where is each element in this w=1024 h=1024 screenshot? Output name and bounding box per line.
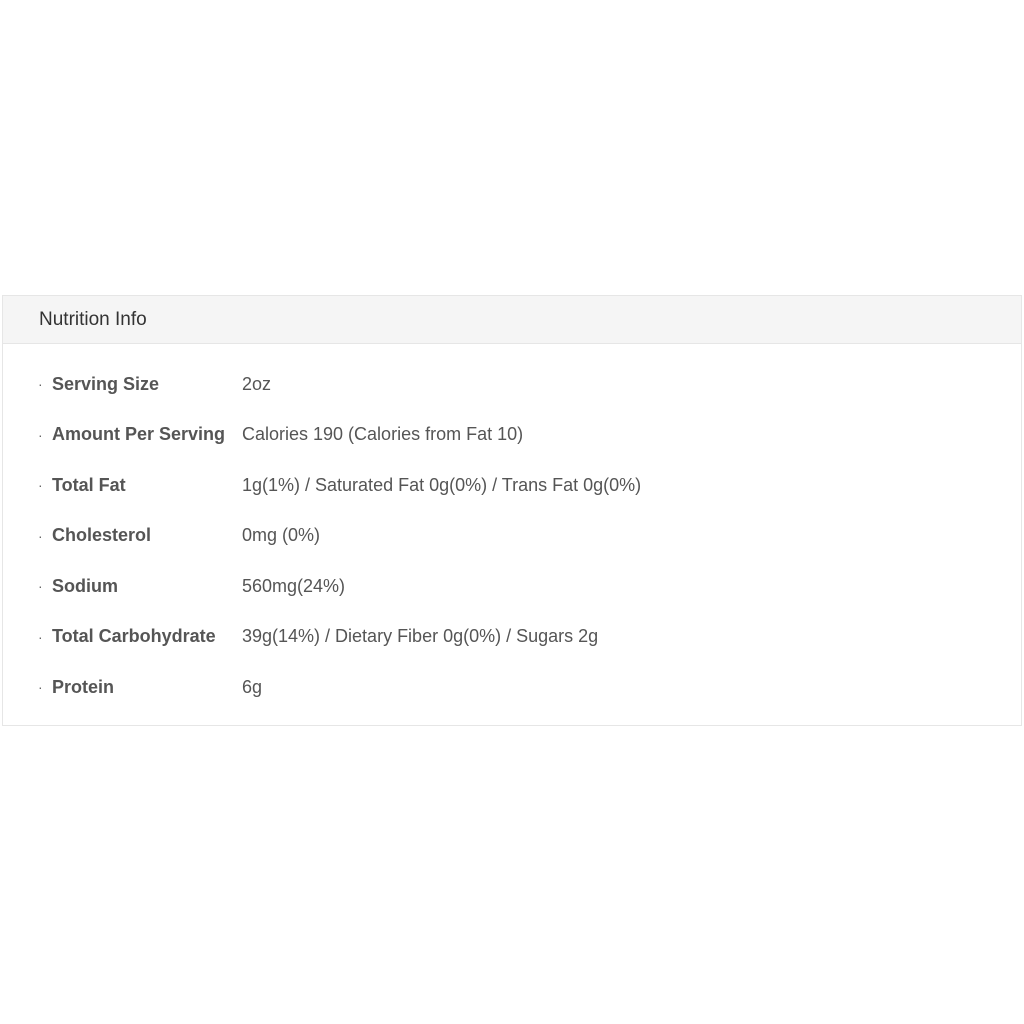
nutrition-value: 0mg (0%)	[242, 525, 321, 546]
nutrition-row-serving-size	[3, 359, 1021, 410]
nutrition-row-protein	[3, 662, 1021, 713]
nutrition-label: Total Carbohydrate	[52, 626, 216, 647]
nutrition-label: Total Fat	[52, 474, 126, 495]
bullet-icon: ·	[38, 679, 43, 696]
bullet-icon: ·	[38, 628, 43, 645]
bullet-icon: ·	[38, 376, 43, 393]
nutrition-value: Calories 190 (Calories from Fat 10)	[242, 424, 524, 445]
bullet-icon: ·	[38, 527, 43, 544]
nutrition-value: 1g(1%) / Saturated Fat 0g(0%) / Trans Fat 0g(0%)	[242, 474, 642, 495]
nutrition-value: 2oz	[242, 373, 272, 394]
nutrition-row-amount-per-serving	[3, 410, 1021, 461]
nutrition-list	[3, 359, 1021, 713]
nutrition-info-panel	[2, 295, 1022, 726]
bullet-icon: ·	[38, 477, 43, 494]
nutrition-value: 560mg(24%)	[242, 575, 346, 596]
nutrition-value: 39g(14%) / Dietary Fiber 0g(0%) / Sugars 2g	[242, 626, 599, 647]
nutrition-row-cholesterol	[3, 511, 1021, 562]
bullet-icon: ·	[38, 426, 43, 443]
nutrition-value: 6g	[242, 676, 263, 697]
nutrition-label: Serving Size	[52, 373, 160, 394]
nutrition-label: Cholesterol	[52, 525, 152, 546]
nutrition-row-total-fat	[3, 460, 1021, 511]
nutrition-label: Amount Per Serving	[52, 424, 226, 445]
panel-header	[3, 296, 1021, 344]
nutrition-label: Sodium	[52, 575, 118, 596]
bullet-icon: ·	[38, 578, 43, 595]
panel-title: Nutrition Info	[39, 308, 147, 330]
nutrition-row-sodium	[3, 561, 1021, 612]
nutrition-label: Protein	[52, 676, 115, 697]
nutrition-row-total-carbohydrate	[3, 612, 1021, 663]
